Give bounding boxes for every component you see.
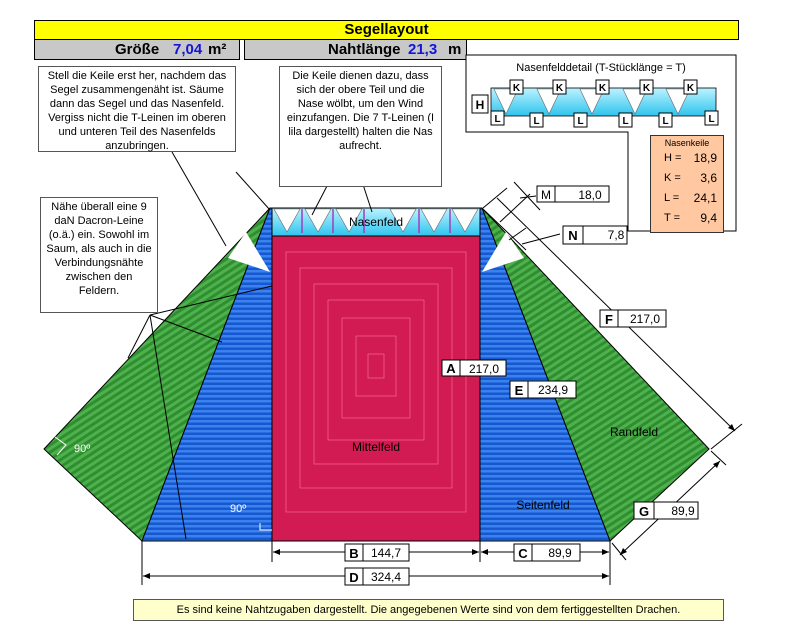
dim-N [563, 226, 627, 244]
seitenfeld-label: Seitenfeld [516, 498, 570, 512]
dim-E-letter: E [514, 383, 524, 398]
nasenkeile-value: 3,6 [700, 171, 717, 185]
svg-text:L: L [533, 116, 540, 127]
note-dacron: Nähe überall eine 9 daN Dacron-Leine (o.ä.) ein. Sowohl im Saum, als auch in die Verbindungsnähte zwischen den Feldern. [40, 197, 158, 313]
dim-M-letter: M [541, 188, 551, 202]
seam-label: Nahtlänge [328, 41, 401, 58]
svg-text:L: L [708, 114, 715, 125]
dim-N-value: 7,8 [607, 228, 625, 242]
nasenkeile-table [650, 135, 724, 233]
nasenkeile-row-k [651, 168, 723, 188]
note-keile: Die Keile dienen dazu, dass sich der obere Teil und die Nase wölbt, um den Wind einzufangen. Die 7 T-Leinen (I lila dargestellt) halten die Nas aufrecht. [279, 66, 442, 187]
dim-B-value: 144,7 [370, 546, 402, 560]
dim-F-value: 217,0 [629, 312, 661, 326]
dim-E [510, 381, 576, 398]
dim-F-letter: F [605, 312, 613, 327]
dim-F [600, 310, 666, 327]
dim-A [442, 360, 506, 376]
mittelfeld-label: Mittelfeld [351, 440, 401, 454]
dim-C-value: 89,9 [548, 546, 572, 560]
seam-unit: m [448, 41, 462, 58]
size-label: Größe [115, 41, 160, 58]
nasenkeile-label: L = [664, 192, 680, 204]
randfeld-label: Randfeld [609, 425, 659, 439]
svg-text:L: L [494, 114, 501, 125]
svg-text:K: K [512, 83, 521, 94]
detail-h-label: H [475, 98, 485, 112]
dim-E-value: 234,9 [537, 383, 569, 397]
angle-bottom-label: 90º [230, 503, 247, 515]
page-title: Segellayout [34, 20, 739, 40]
dim-M-value: 18,0 [578, 188, 602, 202]
nasenkeile-value: 9,4 [700, 211, 717, 225]
dim-C [514, 544, 580, 561]
mittelfeld-area [272, 236, 480, 541]
nasenkeile-row-l [651, 188, 723, 208]
footer-note: Es sind keine Nahtzugaben dargestellt. Die angegebenen Werte sind von dem fertiggestellten Drachen. [133, 599, 724, 621]
svg-text:L: L [577, 116, 584, 127]
nasenkeile-row-h [651, 148, 723, 168]
nasenkeile-header: Nasenkeile [664, 138, 710, 148]
svg-text:K: K [598, 83, 607, 94]
dim-G [634, 502, 698, 519]
dim-B-letter: B [349, 546, 359, 561]
size-unit: m² [208, 41, 227, 58]
dim-G-value: 89,9 [671, 504, 695, 518]
angle-left-label: 90º [74, 443, 91, 455]
dim-N-letter: N [568, 228, 578, 243]
svg-text:K: K [642, 83, 651, 94]
svg-text:K: K [686, 83, 695, 94]
nasenkeile-row-t [651, 208, 723, 228]
dim-A-value: 217,0 [468, 362, 500, 376]
dim-D [345, 568, 409, 585]
svg-text:L: L [662, 116, 669, 127]
svg-text:L: L [622, 116, 629, 127]
svg-text:K: K [555, 83, 564, 94]
seam-value: 21,3 [408, 41, 438, 58]
nasenkeile-value: 18,9 [693, 151, 717, 165]
dim-M [537, 186, 609, 202]
dim-D-letter: D [349, 570, 359, 585]
nasenfeld-label: Nasenfeld [348, 215, 404, 229]
dim-A-letter: A [446, 361, 456, 376]
dim-G-letter: G [638, 504, 650, 519]
detail-title: Nasenfelddetail (T-Stücklänge = T) [516, 62, 686, 74]
nasenkeile-label: K = [664, 172, 681, 184]
nasenkeile-value: 24,1 [693, 191, 717, 205]
dim-C-letter: C [518, 546, 528, 561]
note-sequence: Stell die Keile erst her, nachdem das Segel zusammengenäht ist. Säume dann das Segel und das Nasenfeld. Vergiss nicht die T-Leinen im oberen und unteren Teil des Nasenfelds anzubringen. [38, 66, 236, 152]
size-value: 7,04 [173, 41, 203, 58]
nasenkeile-label: H = [664, 152, 682, 164]
nasenkeile-label: T = [664, 212, 681, 224]
dim-D-value: 324,4 [370, 570, 402, 584]
dim-B [345, 544, 409, 561]
